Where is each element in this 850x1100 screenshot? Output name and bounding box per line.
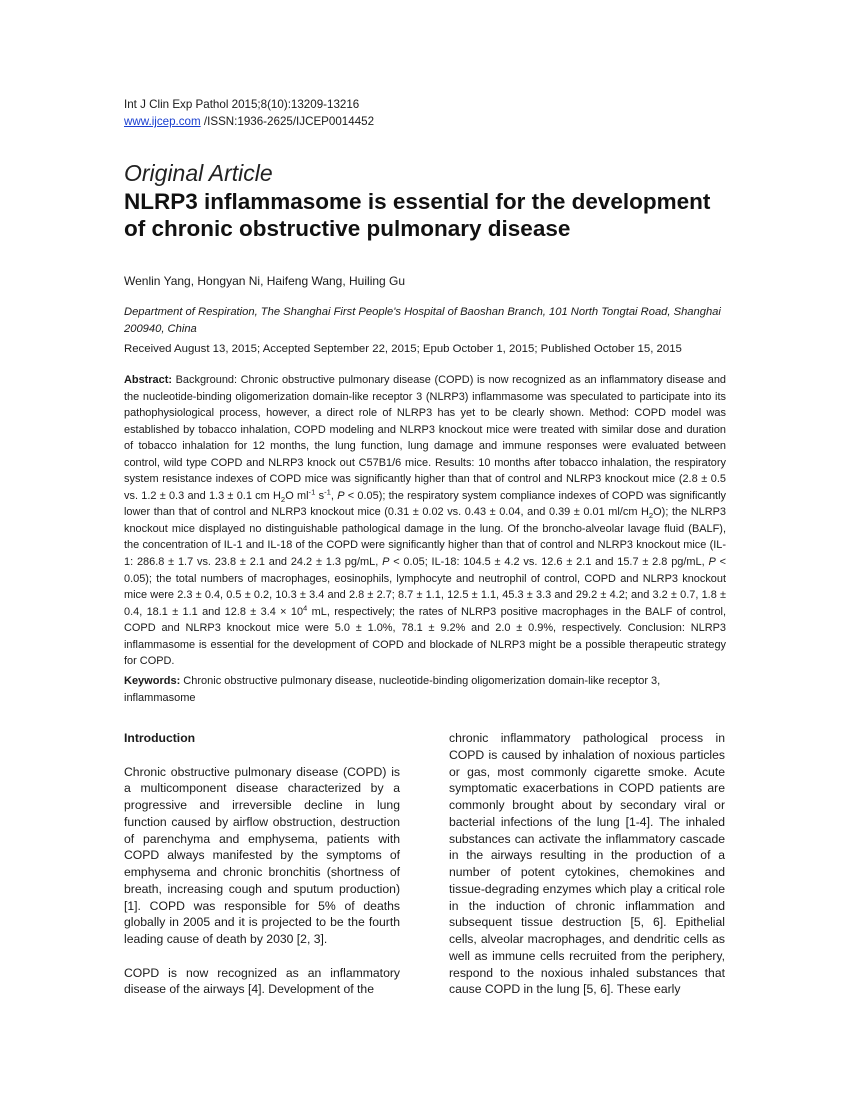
body-paragraph: COPD is now recognized as an inflammatory disease of the airways [4]. Development of the xyxy=(124,965,400,997)
abstract-italic-p-1: P xyxy=(337,489,345,502)
abstract xyxy=(124,372,726,670)
article-title: NLRP3 inflammasome is essential for the development of chronic obstructive pulmonary disease xyxy=(124,189,711,241)
keywords-label: Keywords: xyxy=(124,675,181,687)
body-column-right xyxy=(449,730,725,1015)
abstract-text-7: < 0.05; IL-18: 104.5 ± 4.2 vs. 12.6 ± 2.1 and 15.7 ± 2.8 pg/mL, xyxy=(389,556,709,569)
journal-citation: Int J Clin Exp Pathol 2015;8(10):13209-13216 xyxy=(124,98,360,111)
author-list: Wenlin Yang, Hongyan Ni, Haifeng Wang, Huiling Gu xyxy=(124,274,406,288)
abstract-text-4: , xyxy=(330,489,338,502)
abstract-label: Abstract: xyxy=(124,374,173,386)
abstract-text-9: mL, respectively; the rates of NLRP3 positive macrophages in the BALF of control, COPD and NLRP3 knockout mice were 5.0 ± 1.0%, 78.1 ± 9.2% and 2.0 ± 0.9%, respectively. Conclusion: NLRP3 inflammasome is essential for the development of COPD and blockade of NLRP3 might be a possible therapeutic strategy for COPD. xyxy=(124,605,726,668)
publication-dates: Received August 13, 2015; Accepted September 22, 2015; Epub October 1, 2015; Published October 15, 2015 xyxy=(124,343,682,355)
keywords-text: Chronic obstructive pulmonary disease, nucleotide-binding oligomerization domain-like receptor 3, inflammasome xyxy=(124,675,661,704)
journal-issn: /ISSN:1936-2625/IJCEP0014452 xyxy=(200,115,375,128)
body-paragraph: chronic inflammatory pathological process in COPD is caused by inhalation of noxious particles or gas, most commonly cigarette smoke. Acute symptomatic exacerbations in COPD patients are commonly brought about by secondary viral or bacterial infections of the lung [1-4]. The inhaled substances can activate the inflammatory cascade in the airways resulting in the production of a number of potent cytokines, chemokines and tissue-degrading enzymes which play a critical role in the induction of chronic inflammation and subsequent tissue destruction [5, 6]. Epithelial cells, alveolar macrophages, and dendritic cells as well as immune cells recruited from the periphery, respond to the noxious inhaled substances that cause COPD in the lung [5, 6]. These early xyxy=(449,731,725,997)
abstract-text-3: s xyxy=(315,489,325,502)
keywords xyxy=(124,673,726,706)
journal-links xyxy=(124,113,374,130)
abstract-italic-p-2: P xyxy=(382,556,390,569)
abstract-sub-2: 2 xyxy=(648,511,654,521)
abstract-italic-p-3: P xyxy=(708,556,716,569)
abstract-sup-1: -1 xyxy=(308,487,316,497)
journal-header xyxy=(124,96,374,130)
abstract-sub-1: 2 xyxy=(280,495,286,505)
article-page xyxy=(124,0,726,1100)
journal-url-link[interactable]: www.ijcep.com xyxy=(124,115,201,128)
body-paragraph: Chronic obstructive pulmonary disease (COPD) is a multicomponent disease characterized by a progressive and irreversible decline in lung function caused by airflow obstruction, destruction of parenchyma and emphysema, patients with COPD always manifested by the symptoms of emphysema and chronic bronchitis (shortness of breath, increasing cough and sputum production) [1]. COPD was responsible for 5% of deaths globally in 2005 and it is projected to be the fourth leading cause of death by 2030 [2, 3]. xyxy=(124,764,400,946)
abstract-text-8: < 0.05); the total numbers of macrophages, eosinophils, lymphocyte and neutrophil of control, COPD and NLRP3 knockout mice were 2.3 ± 0.4, 0.5 ± 0.2, 10.3 ± 3.4 and 2.8 ± 2.7; 8.7 ± 1.1, 12.5 ± 1.1, 45.3 ± 3.3 and 29.2 ± 4.2; and 3.2 ± 0.7, 1.8 ± 0.4, 18.1 ± 1.1 and 12.8 ± 3.4 × 10 xyxy=(124,556,726,618)
abstract-text-6: O); the NLRP3 knockout mice displayed no distinguishable pathological damage in the lung. Of the broncho-alveolar lavage fluid (BALF), the concentration of IL-1 and IL-18 of the COPD were significantly higher than that of control and NLRP3 knockout mice (IL-1: 286.8 ± 1.7 vs. 23.8 ± 2.1 and 24.2 ± 1.3 pg/mL, xyxy=(124,506,726,569)
abstract-text-2: O ml xyxy=(285,489,309,502)
article-type: Original Article xyxy=(124,160,273,186)
affiliation: Department of Respiration, The Shanghai First People's Hospital of Baoshan Branch, 101 North Tongtai Road, Shanghai 200940, China xyxy=(124,306,721,335)
abstract-text-1: Background: Chronic obstructive pulmonary disease (COPD) is now recognized as an inflammatory disease and the nucleotide-binding oligomerization domain-like receptor 3 (NLRP3) inflammasome was speculated to participate into its pathophysiological process, however, a direct role of NLRP3 has yet to be clearly shown. Method: COPD model was established by tobacco inhalation, COPD modeling and NLRP3 knockout mice were treated with similar dose and duration of tobacco inhalation for 12 months, the lung function, lung damage and immune responses were evaluated between control, wild type COPD and NLRP3 knock out C57B1/6 mice. Results: 10 months after tobacco inhalation, the respiratory system resistance indexes of COPD mice was significantly higher than that of control and NLRP3 knockout mice (2.8 ± 0.5 vs. 1.2 ± 0.3 and 1.3 ± 0.1 cm H xyxy=(124,374,726,502)
abstract-text-5: < 0.05); the respiratory system compliance indexes of COPD was significantly lower than that of control and NLRP3 knockout mice (0.31 ± 0.02 vs. 0.43 ± 0.04, and 0.39 ± 0.01 ml/cm H xyxy=(124,489,726,519)
section-heading-introduction: Introduction xyxy=(124,731,196,745)
body-column-left xyxy=(124,730,400,1015)
abstract-sup-3: 4 xyxy=(303,603,308,613)
abstract-sup-2: -1 xyxy=(324,487,331,497)
